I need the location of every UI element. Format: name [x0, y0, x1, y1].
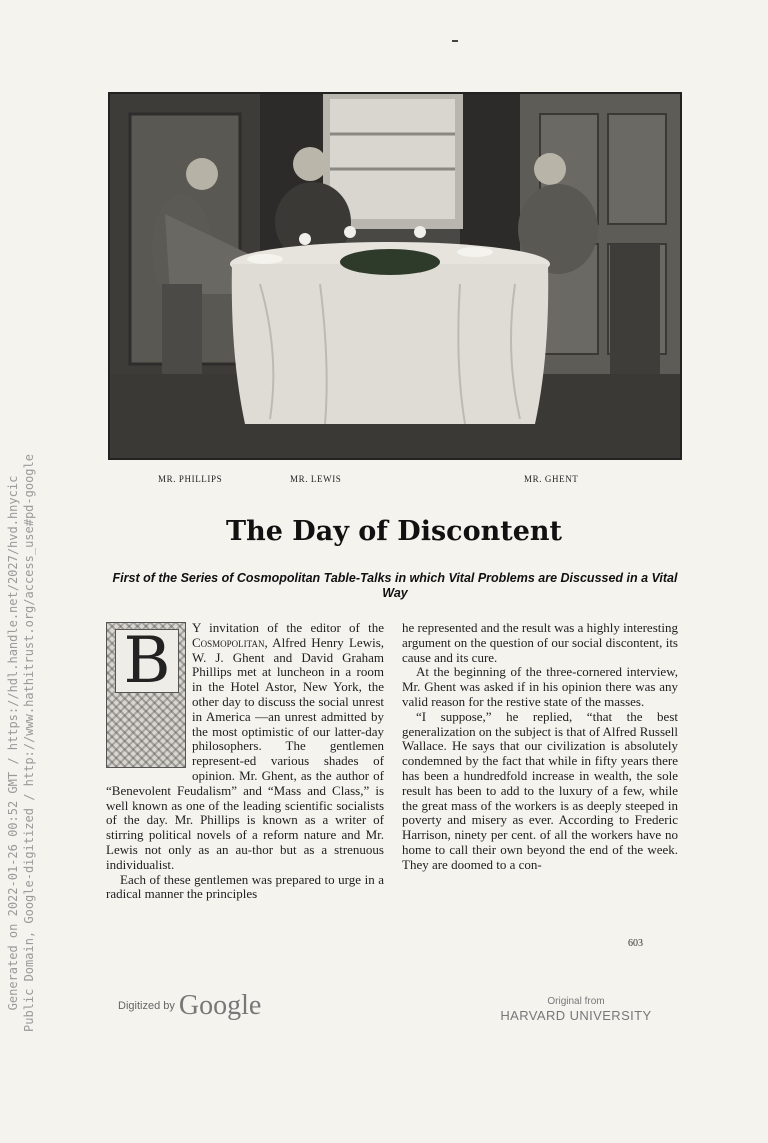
watermark-line-2: Public Domain, Google-digitized / http://www.hathitrust.org/access_use#pd-google [22, 454, 36, 1032]
photo-illustration [110, 94, 680, 458]
digitized-by-label: Digitized by [118, 1000, 175, 1012]
watermark-line-1: Generated on 2022-01-26 00:52 GMT / https://hdl.handle.net/2027/hvd.hnycic [6, 475, 20, 1011]
google-logo: Google [178, 990, 262, 1021]
paragraph-text: , Alfred Henry Lewis, W. J. Ghent and David Graham Phillips met at luncheon in a room in the Hotel Astor, New York, the other day to discuss the social unrest in America —an unrest admitted by the most optimistic of our latter-day philosophers. The gentlemen represent-ed various shades of opinion. Mr. Ghent, as the author of “Benevolent Feudalism” and “Mass and Class,” is well known as one of the leading scientific socialists of the day. Mr. Phillips is known as a writer of stirring political novels of a reform nature and Mr. Lewis not only as an au-thor but as a strenuous individualist. [106, 634, 384, 872]
paragraph: he represented and the result was a highly interesting argument on the question of our social discontent, its cause and its cure. [402, 620, 678, 665]
photo-caption-phillips: MR. PHILLIPS [158, 474, 223, 484]
article-title: The Day of Discontent [225, 516, 563, 547]
article-subtitle: First of the Series of Cosmopolitan Table-Talks in which Vital Problems are Discussed in a Vital Way [112, 571, 678, 600]
page-number: 603 [628, 938, 643, 949]
paragraph: At the beginning of the three-cornered interview, Mr. Ghent was asked if in his opinion there was any valid reason for the restive state of the masses. [402, 664, 678, 709]
article-column-1 [106, 621, 384, 902]
photo-caption-ghent: MR. GHENT [524, 474, 579, 484]
drop-cap-letter: B [115, 629, 179, 693]
original-source [476, 995, 676, 1023]
original-from-label: Original from [547, 996, 605, 1007]
photo-caption-lewis: MR. LEWIS [290, 474, 342, 484]
paragraph: “I suppose,” he replied, “that the best generalization on the subject is that of Alfred Russell Wallace. He says that our civilization is absolutely condemned by the fact that while in fifty years there has been a hundredfold increase in wealth, the sole result has been to add to the luxury of a few, while the great mass of the workers is as deeply steeped in poverty and misery as ever. According to Frederic Harrison, ninety per cent. of all the workers have no home to call their own beyond the end of the week. They are doomed to a con- [402, 708, 678, 872]
hathitrust-watermark [5, 343, 51, 1143]
magazine-name: Cosmopolitan [192, 634, 265, 650]
table-talk-photograph [108, 92, 682, 460]
paragraph-text: Y invitation of the editor of the [192, 620, 384, 635]
university-name: HARVARD UNIVERSITY [500, 1008, 652, 1023]
ornamental-drop-cap [106, 622, 186, 768]
digitized-by-google [118, 990, 261, 1022]
paragraph: Each of these gentlemen was prepared to urge in a radical manner the principles [106, 871, 384, 902]
article-column-2 [402, 621, 678, 873]
stray-mark [452, 40, 458, 42]
